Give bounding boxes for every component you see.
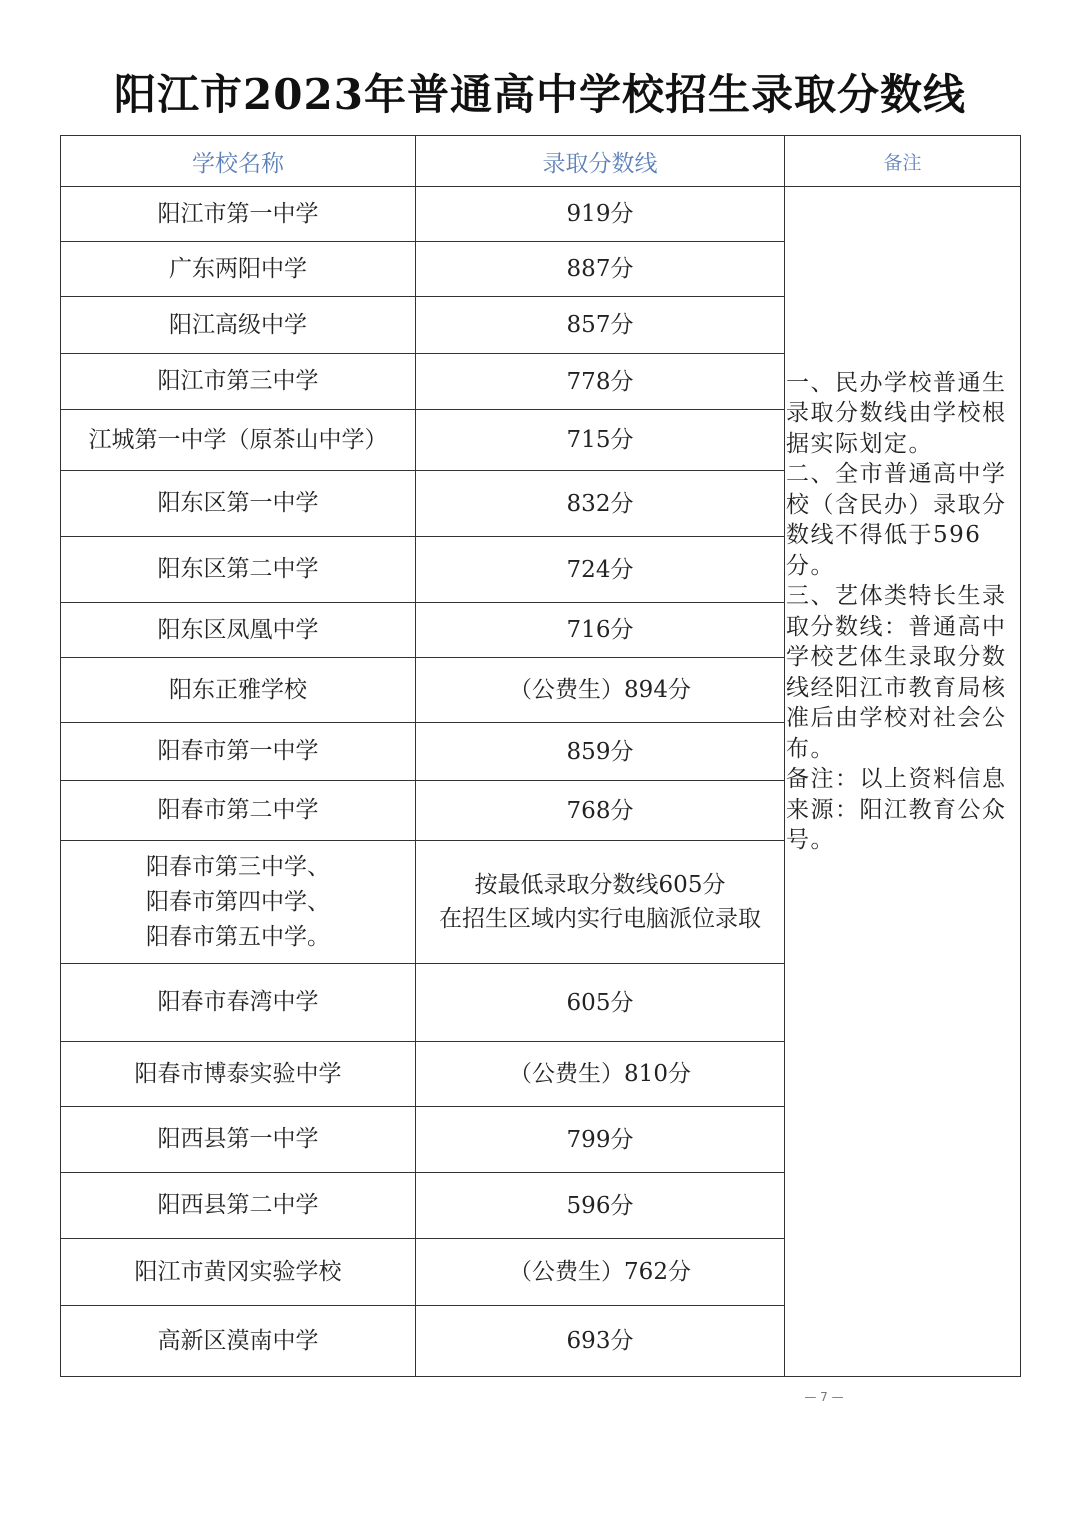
school-name: 阳东区凤凰中学 bbox=[61, 603, 416, 658]
school-name: 阳西县第一中学 bbox=[61, 1107, 416, 1173]
score-value: （公费生）810分 bbox=[416, 1042, 785, 1107]
school-name: 阳江市第一中学 bbox=[61, 187, 416, 242]
note-item: 一、民办学校普通生录取分数线由学校根据实际划定。 bbox=[786, 369, 1007, 457]
score-value: 859分 bbox=[416, 723, 785, 781]
admission-score-table bbox=[60, 135, 1021, 1377]
school-name: 阳江高级中学 bbox=[61, 297, 416, 354]
school-name: 江城第一中学（原茶山中学） bbox=[61, 410, 416, 471]
header-school-name: 学校名称 bbox=[61, 136, 416, 187]
score-value: 605分 bbox=[416, 964, 785, 1042]
score-value: 887分 bbox=[416, 242, 785, 297]
score-value: 768分 bbox=[416, 781, 785, 841]
score-value: 715分 bbox=[416, 410, 785, 471]
score-value: （公费生）762分 bbox=[416, 1239, 785, 1306]
score-value: 724分 bbox=[416, 537, 785, 603]
school-name: 阳春市第二中学 bbox=[61, 781, 416, 841]
school-name-line: 阳春市第四中学、 bbox=[146, 888, 330, 915]
score-value: 919分 bbox=[416, 187, 785, 242]
school-name: 阳西县第二中学 bbox=[61, 1173, 416, 1239]
school-name: 阳春市博泰实验中学 bbox=[61, 1042, 416, 1107]
score-value: 716分 bbox=[416, 603, 785, 658]
school-name: 阳东区第二中学 bbox=[61, 537, 416, 603]
score-value: （公费生）894分 bbox=[416, 658, 785, 723]
school-name: 广东两阳中学 bbox=[61, 242, 416, 297]
score-value: 778分 bbox=[416, 354, 785, 410]
score-line: 按最低录取分数线605分 bbox=[474, 872, 726, 898]
notes-cell bbox=[785, 187, 1021, 1377]
note-item: 三、艺体类特长生录取分数线：普通高中学校艺体生录取分数线经阳江市教育局核准后由学校对社会公布。 bbox=[786, 583, 1007, 762]
header-notes: 备注 bbox=[785, 136, 1021, 187]
school-name: 阳江市黄冈实验学校 bbox=[61, 1239, 416, 1306]
school-name-line: 阳春市第三中学、 bbox=[146, 853, 330, 880]
school-name: 阳东正雅学校 bbox=[61, 658, 416, 723]
school-name: 阳春市春湾中学 bbox=[61, 964, 416, 1042]
table-row bbox=[61, 187, 1021, 242]
note-item: 二、全市普通高中学校（含民办）录取分数线不得低于596分。 bbox=[786, 461, 1007, 579]
school-name: 阳春市第一中学 bbox=[61, 723, 416, 781]
score-value: 596分 bbox=[416, 1173, 785, 1239]
score-value: 799分 bbox=[416, 1107, 785, 1173]
score-value: 832分 bbox=[416, 471, 785, 537]
school-name: 高新区漠南中学 bbox=[61, 1306, 416, 1377]
score-value: 857分 bbox=[416, 297, 785, 354]
score-value: 693分 bbox=[416, 1306, 785, 1377]
school-name: 阳东区第一中学 bbox=[61, 471, 416, 537]
school-name-multi bbox=[61, 841, 416, 964]
header-score: 录取分数线 bbox=[416, 136, 785, 187]
school-name-line: 阳春市第五中学。 bbox=[146, 923, 330, 950]
score-line: 在招生区域内实行电脑派位录取 bbox=[439, 906, 761, 932]
page-title: 阳江市2023年普通高中学校招生录取分数线 bbox=[114, 70, 966, 119]
table-header-row bbox=[61, 136, 1021, 187]
note-item: 备注：以上资料信息来源：阳江教育公众号。 bbox=[786, 766, 1007, 853]
school-name: 阳江市第三中学 bbox=[61, 354, 416, 410]
page-number: — 7 — bbox=[804, 1390, 844, 1404]
score-value-multi bbox=[416, 841, 785, 964]
